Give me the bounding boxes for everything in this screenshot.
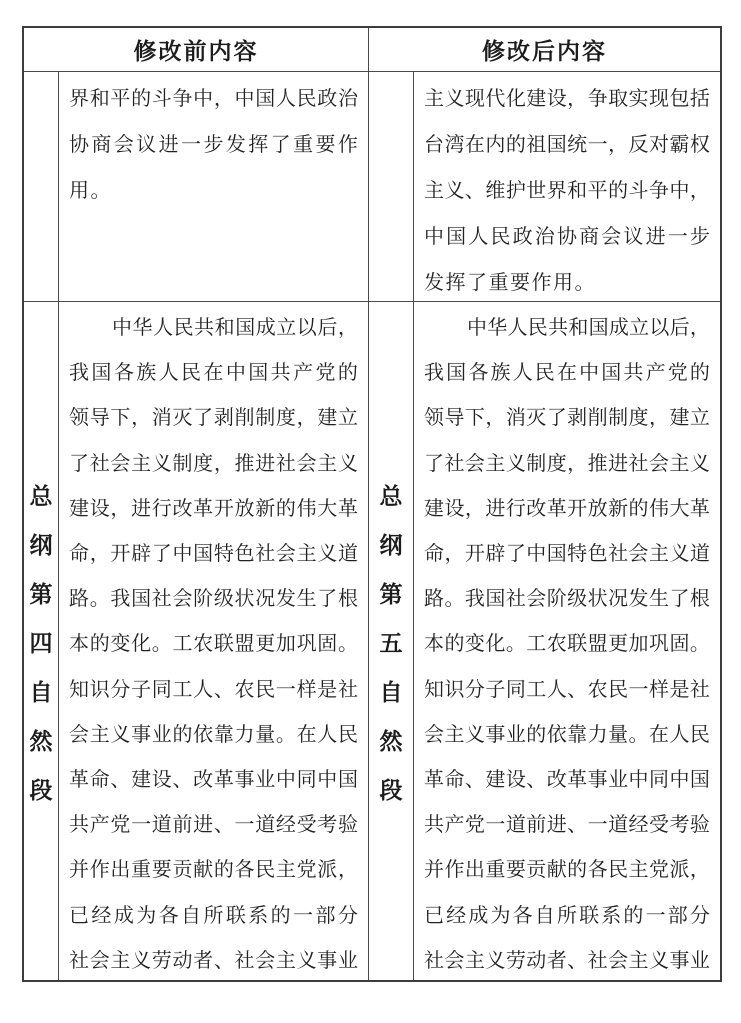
label-char: 第 xyxy=(379,580,403,607)
text-line: 中 华 人 民 共 和 国 成 立 以 后 ， xyxy=(467,317,710,340)
text-line: 革 命 、 建 设 、 改 革 事 业 中 同 中 国 xyxy=(69,768,358,791)
label-char: 纲 xyxy=(379,531,403,558)
text-line: 本 的 变 化 。 工 农 联 盟 更 加 巩 固 。 xyxy=(69,633,358,656)
label-char: 自 xyxy=(29,678,53,705)
header-after-column: 修改后内容 xyxy=(369,28,720,72)
text-line: 了 社 会 主 义 制 度 ， 推 进 社 会 主 义 xyxy=(424,452,710,475)
text-line: 知 识 分 子 同 工 人 、 农 民 一 样 是 社 xyxy=(424,678,710,701)
label-char: 段 xyxy=(379,776,403,803)
comparison-table xyxy=(22,26,722,982)
label-char: 五 xyxy=(379,629,403,656)
text-line: 发挥了重要作用。 xyxy=(424,271,596,294)
label-char: 四 xyxy=(29,629,53,656)
row1-after-label-cell xyxy=(369,72,414,302)
text-line: 知 识 分 子 同 工 人 、 农 民 一 样 是 社 xyxy=(69,678,358,701)
text-line: 社 会 主 义 劳 动 者 、 社 会 主 义 事 业 xyxy=(69,949,358,972)
text-line: 中 华 人 民 共 和 国 成 立 以 后 ， xyxy=(112,317,358,340)
text-line: 并 作 出 重 要 贡 献 的 各 民 主 党 派 ， xyxy=(69,859,358,882)
text-line: 社 会 主 义 劳 动 者 、 社 会 主 义 事 业 xyxy=(424,949,710,972)
row2-after-content-cell xyxy=(414,302,720,980)
text-line: 协 商 会 议 进 一 步 发 挥 了 重 要 作 xyxy=(69,133,358,156)
label-char: 然 xyxy=(379,727,403,754)
text-line: 命 ， 开 辟 了 中 国 特 色 社 会 主 义 道 xyxy=(424,543,710,566)
text-line: 路 。 我 国 社 会 阶 级 状 况 发 生 了 根 xyxy=(424,588,710,611)
text-line: 共 产 党 一 道 前 进 、 一 道 经 受 考 验 xyxy=(424,814,710,837)
text-line: 路 。 我 国 社 会 阶 级 状 况 发 生 了 根 xyxy=(69,588,358,611)
text-line: 台 湾 在 内 的 祖 国 统 一 ， 反 对 霸 权 xyxy=(424,133,710,156)
text-line: 会 主 义 事 业 的 依 靠 力 量 。 在 人 民 xyxy=(69,723,358,746)
row2-before-label-cell xyxy=(24,302,59,980)
text-line: 主 义 、 维 护 世 界 和 平 的 斗 争 中 ， xyxy=(424,179,710,202)
text-line: 共 产 党 一 道 前 进 、 一 道 经 受 考 验 xyxy=(69,814,358,837)
row1-after-content-cell xyxy=(414,72,720,302)
text-line: 会 主 义 事 业 的 依 靠 力 量 。 在 人 民 xyxy=(424,723,710,746)
text-line: 领 导 下 ， 消 灭 了 剥 削 制 度 ， 建 立 xyxy=(424,407,710,430)
text-line: 命 ， 开 辟 了 中 国 特 色 社 会 主 义 道 xyxy=(69,543,358,566)
label-char: 自 xyxy=(379,678,403,705)
text-line: 我 国 各 族 人 民 在 中 国 共 产 党 的 xyxy=(424,362,710,385)
text-line: 主 义 现 代 化 建 设 ， 争 取 实 现 包 括 xyxy=(424,87,710,110)
text-line: 建 设 ， 进 行 改 革 开 放 新 的 伟 大 革 xyxy=(69,497,358,520)
text-line: 我 国 各 族 人 民 在 中 国 共 产 党 的 xyxy=(69,362,358,385)
label-char: 总 xyxy=(379,482,403,509)
text-line: 已 经 成 为 各 自 所 联 系 的 一 部 分 xyxy=(69,904,358,927)
row2-after-label-cell xyxy=(369,302,414,980)
text-line: 并 作 出 重 要 贡 献 的 各 民 主 党 派 ， xyxy=(424,859,710,882)
row1-before-content-cell xyxy=(59,72,369,302)
label-char: 第 xyxy=(29,580,53,607)
text-line: 已 经 成 为 各 自 所 联 系 的 一 部 分 xyxy=(424,904,710,927)
label-char: 然 xyxy=(29,727,53,754)
text-line: 建 设 ， 进 行 改 革 开 放 新 的 伟 大 革 xyxy=(424,497,710,520)
row2-before-content-cell xyxy=(59,302,369,980)
label-char: 总 xyxy=(29,482,53,509)
text-line: 革 命 、 建 设 、 改 革 事 业 中 同 中 国 xyxy=(424,768,710,791)
text-line: 本 的 变 化 。 工 农 联 盟 更 加 巩 固 。 xyxy=(424,633,710,656)
text-line: 中 国 人 民 政 治 协 商 会 议 进 一 步 xyxy=(424,225,710,248)
text-line: 用。 xyxy=(69,179,112,202)
text-line: 了 社 会 主 义 制 度 ， 推 进 社 会 主 义 xyxy=(69,452,358,475)
label-char: 段 xyxy=(29,776,53,803)
label-char: 纲 xyxy=(29,531,53,558)
text-line: 领 导 下 ， 消 灭 了 剥 削 制 度 ， 建 立 xyxy=(69,407,358,430)
row1-before-label-cell xyxy=(24,72,59,302)
text-line: 界 和 平 的 斗 争 中 ， 中 国 人 民 政 治 xyxy=(69,87,358,110)
header-before-column: 修改前内容 xyxy=(24,28,369,72)
